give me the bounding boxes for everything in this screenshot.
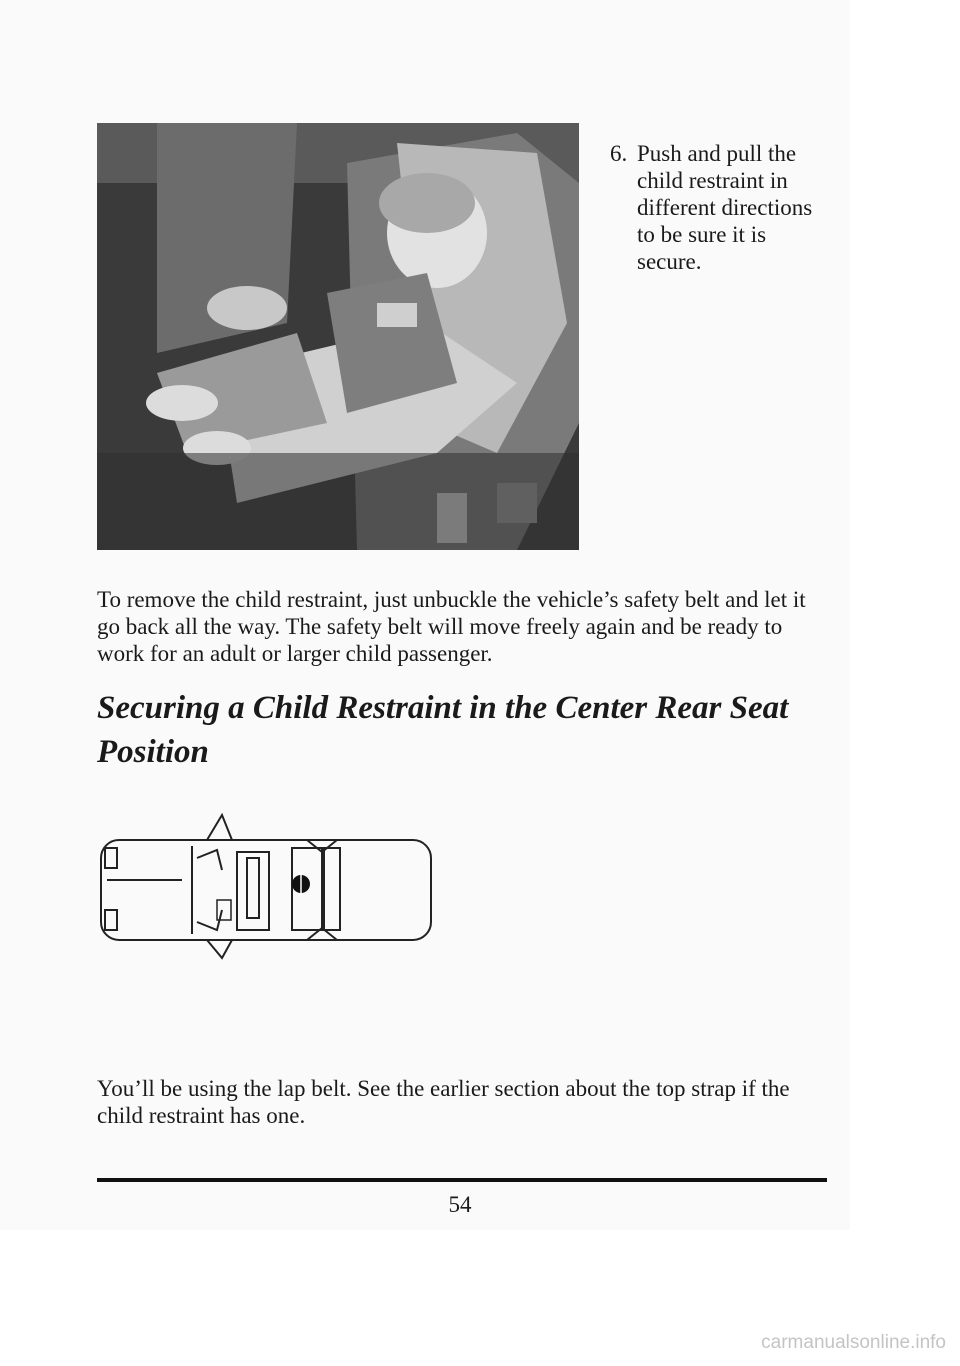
- remove-restraint-paragraph: To remove the child restraint, just unbuckle the vehicle’s safety belt and let it go back all the way. The safety belt will move freely again and be ready to work for an adult or larger child passenger.: [97, 587, 806, 666]
- step-number: 6.: [610, 141, 628, 166]
- step-text: Push and pull the child restraint in different directions to be sure it is secure.: [637, 141, 813, 274]
- child-restraint-photo: [97, 123, 579, 550]
- page-number: 54: [448, 1192, 472, 1217]
- child-restraint-illustration: [97, 123, 579, 550]
- vehicle-top-view-icon: [97, 810, 437, 960]
- vehicle-seating-diagram: [97, 810, 437, 960]
- watermark: carmanualsonline.info: [761, 1332, 946, 1353]
- lap-belt-paragraph: You’ll be using the lap belt. See the earlier section about the top strap if the child restraint has one.: [97, 1076, 790, 1128]
- step-6: [610, 140, 820, 275]
- section-heading: Securing a Child Restraint in the Center Rear Seat Position: [97, 690, 789, 770]
- footer-rule: [97, 1178, 827, 1182]
